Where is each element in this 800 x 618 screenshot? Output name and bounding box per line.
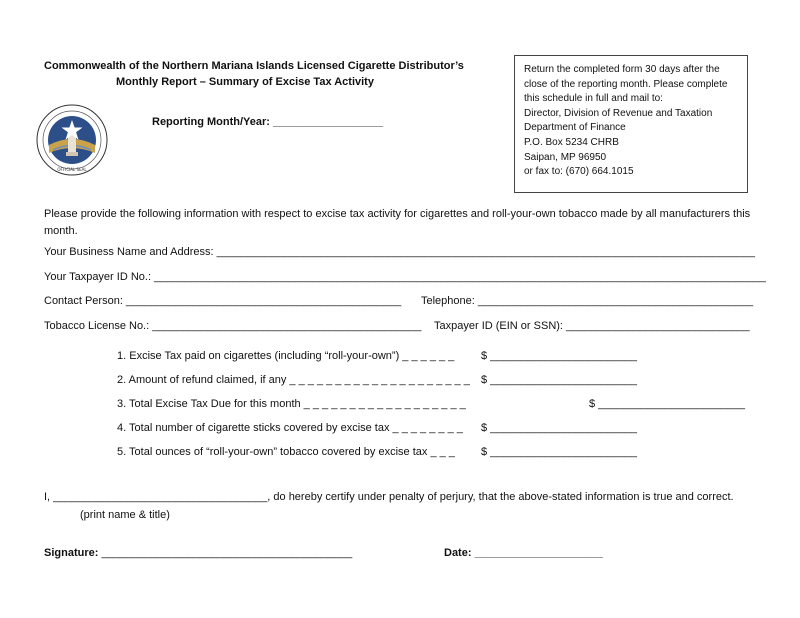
instruction-line: Department of Finance	[524, 122, 626, 134]
date-field[interactable]	[444, 547, 603, 559]
instruction-line: Saipan, MP 96950	[524, 151, 607, 163]
form-title-line-1: Commonwealth of the Northern Mariana Islands Licensed Cigarette Distributor’s	[44, 60, 464, 72]
item-label: 4. Total number of cigarette sticks covered by excise tax _ _ _ _ _ _ _ _	[117, 422, 463, 434]
item-amount-field[interactable]: $ ________________________	[481, 374, 637, 386]
business-name-address-field[interactable]: Your Business Name and Address: ________________________________________________________________________________________	[44, 246, 755, 258]
item-label: 1. Excise Tax paid on cigarettes (including “roll-your-own”) _ _ _ _ _ _	[117, 350, 455, 362]
ein-ssn-field[interactable]: Taxpayer ID (EIN or SSN): ______________________________	[434, 320, 750, 332]
seal-text: OFFICIAL SEAL	[57, 167, 87, 172]
item-amount-field[interactable]: $ ________________________	[481, 350, 637, 362]
item-amount-field[interactable]: $ ________________________	[481, 446, 637, 458]
intro-paragraph: Please provide the following information with respect to excise tax activity for cigarettes and roll-your-own tobacco made by all manufacturers this month.	[44, 208, 751, 237]
tobacco-license-field[interactable]: Tobacco License No.: ____________________________________________	[44, 320, 422, 332]
instruction-line: P.O. Box 5234 CHRB	[524, 136, 619, 148]
instruction-line: this schedule in full and mail to:	[524, 93, 663, 105]
date-line[interactable]: _____________________	[471, 547, 604, 559]
taxpayer-id-field[interactable]: Your Taxpayer ID No.: ____________________________________________________________________________________________________	[44, 271, 766, 283]
cnmi-seal-icon	[35, 103, 109, 177]
item-label: 5. Total ounces of “roll-your-own” tobacco covered by excise tax _ _ _	[117, 446, 455, 458]
item-label: 2. Amount of refund claimed, if any _ _ _ _ _ _ _ _ _ _ _ _ _ _ _ _ _ _ _ _	[117, 374, 470, 386]
signature-field[interactable]	[44, 547, 352, 559]
certification-statement[interactable]: I, ___________________________________, do hereby certify under penalty of perjury, that the above-stated information is true and correct.	[44, 491, 734, 503]
item-label: 3. Total Excise Tax Due for this month _ _ _ _ _ _ _ _ _ _ _ _ _ _ _ _ _ _	[117, 398, 466, 410]
item-amount-field[interactable]: $ ________________________	[589, 398, 745, 410]
instruction-line: Director, Division of Revenue and Taxation	[524, 107, 713, 119]
contact-person-field[interactable]: Contact Person: _____________________________________________	[44, 295, 402, 307]
instruction-line: Return the completed form 30 days after the	[524, 64, 720, 75]
reporting-month-year-field[interactable]: Reporting Month/Year: __________________	[152, 116, 384, 128]
instruction-line: or fax to: (670) 664.1015	[524, 166, 634, 178]
instructions-box	[514, 55, 748, 193]
item-amount-field[interactable]: $ ________________________	[481, 422, 637, 434]
date-label: Date:	[444, 547, 472, 559]
instruction-line: close of the reporting month. Please complete	[524, 78, 728, 90]
certification-subtext: (print name & title)	[80, 509, 170, 521]
form-title-line-2: Monthly Report – Summary of Excise Tax Activity	[116, 76, 374, 88]
signature-label: Signature:	[44, 547, 99, 559]
signature-line[interactable]: _________________________________________	[98, 547, 353, 559]
telephone-field[interactable]: Telephone: _____________________________________________	[421, 295, 754, 307]
